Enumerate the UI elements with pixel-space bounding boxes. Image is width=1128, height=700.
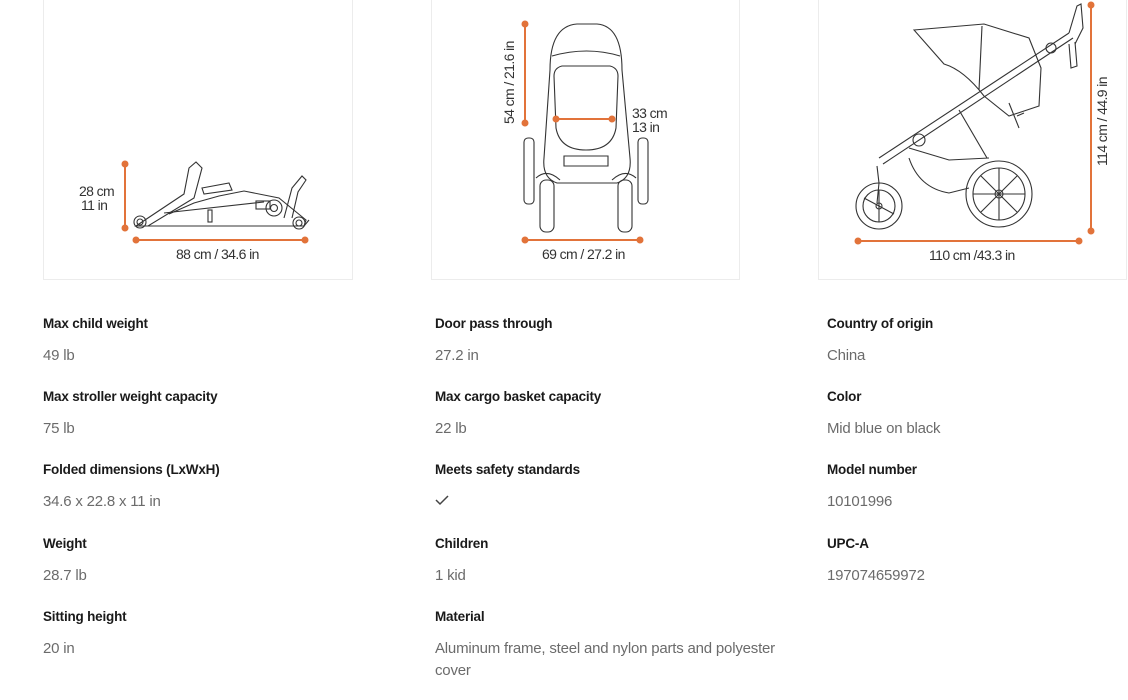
spec-safety-standards: [435, 462, 805, 511]
spec-value: China: [827, 347, 866, 364]
spec-door-pass-through: [435, 316, 805, 367]
spec-value: 27.2 in: [435, 347, 479, 364]
spec-value: Mid blue on black: [827, 420, 941, 437]
spec-label: Weight: [43, 536, 87, 551]
side-length-label: 110 cm /43.3 in: [929, 247, 1015, 263]
spec-value: 34.6 x 22.8 x 11 in: [43, 493, 161, 510]
spec-label: Children: [435, 536, 489, 551]
spec-material: [435, 609, 805, 682]
folded-width-label: 88 cm / 34.6 in: [176, 246, 259, 262]
spec-value: 22 lb: [435, 420, 467, 437]
front-seat-width-cm-label: 33 cm: [632, 105, 668, 121]
front-width-label: 69 cm / 27.2 in: [542, 246, 625, 262]
spec-label: UPC-A: [827, 536, 869, 551]
spec-value: 10101996: [827, 493, 893, 510]
folded-height-in-label: 11 in: [81, 197, 108, 213]
spec-label: Material: [435, 609, 485, 624]
spec-max-child-weight: [43, 316, 413, 367]
check-icon: [435, 493, 805, 511]
spec-weight: [43, 536, 413, 587]
spec-value: 1 kid: [435, 567, 466, 584]
spec-max-stroller-weight: [43, 389, 413, 440]
spec-color: [827, 389, 1107, 440]
spec-label: Model number: [827, 462, 917, 477]
spec-value: 75 lb: [43, 420, 75, 437]
folded-height-cm-label: 28 cm: [79, 183, 115, 199]
spec-folded-dimensions: [43, 462, 413, 513]
side-height-label: 114 cm / 44.9 in: [1094, 77, 1110, 166]
spec-label: Max child weight: [43, 316, 148, 331]
spec-label: Max cargo basket capacity: [435, 389, 602, 404]
spec-value: 49 lb: [43, 347, 75, 364]
front-seat-width-in-label: 13 in: [632, 119, 660, 135]
spec-label: Meets safety standards: [435, 462, 580, 477]
spec-label: Folded dimensions (LxWxH): [43, 462, 220, 477]
spec-value: 20 in: [43, 640, 75, 657]
spec-label: Max stroller weight capacity: [43, 389, 218, 404]
spec-upc-a: [827, 536, 1107, 587]
spec-label: Sitting height: [43, 609, 127, 624]
spec-country-of-origin: [827, 316, 1107, 367]
spec-label: Door pass through: [435, 316, 553, 331]
spec-value: Aluminum frame, steel and nylon parts and polyester cover: [435, 640, 775, 679]
spec-children: [435, 536, 805, 587]
spec-value: 28.7 lb: [43, 567, 87, 584]
spec-model-number: [827, 462, 1107, 513]
spec-label: Color: [827, 389, 862, 404]
spec-value: 197074659972: [827, 567, 925, 584]
spec-sitting-height: [43, 609, 413, 660]
front-seat-height-label: 54 cm / 21.6 in: [501, 41, 517, 124]
spec-max-cargo-basket: [435, 389, 805, 440]
spec-label: Country of origin: [827, 316, 934, 331]
